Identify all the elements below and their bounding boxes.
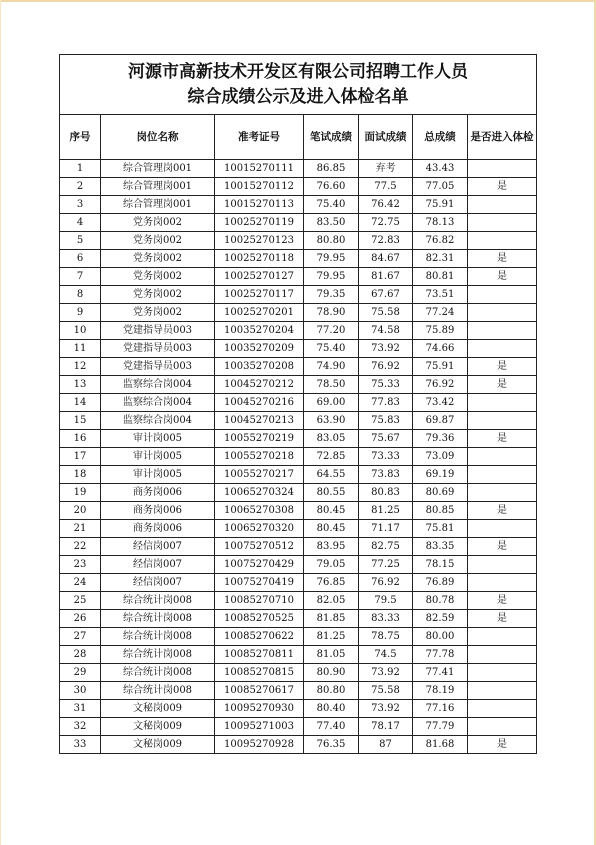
cell-interview-score: 76.92 <box>359 358 413 376</box>
cell-exam-id: 10045270213 <box>215 412 304 430</box>
cell-index: 32 <box>60 718 101 736</box>
header-index: 序号 <box>60 115 101 160</box>
cell-position: 监察综合岗004 <box>101 376 215 394</box>
cell-position: 综合管理岗001 <box>101 160 215 178</box>
table-row <box>60 430 537 448</box>
cell-written-score: 78.50 <box>304 376 359 394</box>
cell-total-score: 83.35 <box>413 538 468 556</box>
cell-interview-score: 78.17 <box>359 718 413 736</box>
cell-written-score: 76.85 <box>304 574 359 592</box>
cell-interview-score: 75.33 <box>359 376 413 394</box>
cell-written-score: 83.95 <box>304 538 359 556</box>
page-edge-top <box>0 0 596 2</box>
cell-position: 经信岗007 <box>101 574 215 592</box>
cell-exam-id: 10085270815 <box>215 664 304 682</box>
cell-position: 综合统计岗008 <box>101 610 215 628</box>
cell-interview-score: 71.17 <box>359 520 413 538</box>
cell-total-score: 80.78 <box>413 592 468 610</box>
cell-total-score: 77.16 <box>413 700 468 718</box>
cell-position: 党务岗002 <box>101 268 215 286</box>
cell-medical-check <box>468 448 537 466</box>
table-row <box>60 214 537 232</box>
cell-written-score: 76.35 <box>304 736 359 754</box>
cell-index: 27 <box>60 628 101 646</box>
cell-medical-check <box>468 160 537 178</box>
cell-index: 22 <box>60 538 101 556</box>
cell-medical-check <box>468 646 537 664</box>
cell-exam-id: 10085270811 <box>215 646 304 664</box>
cell-medical-check: 是 <box>468 178 537 196</box>
cell-exam-id: 10085270617 <box>215 682 304 700</box>
cell-total-score: 81.68 <box>413 736 468 754</box>
cell-index: 7 <box>60 268 101 286</box>
cell-exam-id: 10015270112 <box>215 178 304 196</box>
table-row <box>60 700 537 718</box>
cell-position: 文秘岗009 <box>101 736 215 754</box>
cell-written-score: 80.45 <box>304 502 359 520</box>
cell-total-score: 73.09 <box>413 448 468 466</box>
cell-medical-check: 是 <box>468 736 537 754</box>
cell-medical-check: 是 <box>468 268 537 286</box>
cell-interview-score: 77.83 <box>359 394 413 412</box>
cell-exam-id: 10055270217 <box>215 466 304 484</box>
cell-total-score: 77.78 <box>413 646 468 664</box>
title-row <box>60 55 537 115</box>
cell-exam-id: 10025270119 <box>215 214 304 232</box>
cell-interview-score: 79.5 <box>359 592 413 610</box>
cell-written-score: 80.45 <box>304 520 359 538</box>
cell-exam-id: 10085270622 <box>215 628 304 646</box>
cell-index: 9 <box>60 304 101 322</box>
table-row <box>60 484 537 502</box>
cell-total-score: 82.59 <box>413 610 468 628</box>
cell-index: 10 <box>60 322 101 340</box>
cell-interview-score: 82.75 <box>359 538 413 556</box>
cell-total-score: 75.81 <box>413 520 468 538</box>
cell-interview-score: 83.33 <box>359 610 413 628</box>
cell-written-score: 76.60 <box>304 178 359 196</box>
cell-interview-score: 75.83 <box>359 412 413 430</box>
table-row <box>60 574 537 592</box>
cell-position: 党务岗002 <box>101 286 215 304</box>
cell-position: 商务岗006 <box>101 520 215 538</box>
cell-position: 综合管理岗001 <box>101 196 215 214</box>
cell-exam-id: 10015270111 <box>215 160 304 178</box>
cell-index: 3 <box>60 196 101 214</box>
results-table <box>59 54 537 754</box>
cell-position: 综合统计岗008 <box>101 664 215 682</box>
cell-medical-check <box>468 520 537 538</box>
cell-interview-score: 73.92 <box>359 700 413 718</box>
cell-medical-check: 是 <box>468 430 537 448</box>
cell-exam-id: 10015270113 <box>215 196 304 214</box>
table-row <box>60 232 537 250</box>
cell-interview-score: 81.25 <box>359 502 413 520</box>
cell-index: 16 <box>60 430 101 448</box>
cell-written-score: 80.90 <box>304 664 359 682</box>
cell-interview-score: 73.33 <box>359 448 413 466</box>
cell-total-score: 69.87 <box>413 412 468 430</box>
cell-medical-check <box>468 232 537 250</box>
cell-written-score: 72.85 <box>304 448 359 466</box>
cell-index: 28 <box>60 646 101 664</box>
cell-written-score: 80.55 <box>304 484 359 502</box>
cell-total-score: 78.13 <box>413 214 468 232</box>
cell-exam-id: 10025270117 <box>215 286 304 304</box>
table-row <box>60 358 537 376</box>
page-title <box>60 55 537 115</box>
cell-medical-check <box>468 628 537 646</box>
table-row <box>60 304 537 322</box>
cell-total-score: 75.91 <box>413 196 468 214</box>
cell-exam-id: 10035270208 <box>215 358 304 376</box>
cell-medical-check <box>468 664 537 682</box>
cell-index: 13 <box>60 376 101 394</box>
table-row <box>60 178 537 196</box>
cell-medical-check <box>468 394 537 412</box>
cell-medical-check <box>468 484 537 502</box>
cell-index: 21 <box>60 520 101 538</box>
cell-interview-score: 75.58 <box>359 304 413 322</box>
cell-interview-score: 75.67 <box>359 430 413 448</box>
cell-position: 综合统计岗008 <box>101 646 215 664</box>
cell-total-score: 74.66 <box>413 340 468 358</box>
cell-total-score: 73.51 <box>413 286 468 304</box>
cell-medical-check: 是 <box>468 592 537 610</box>
header-medical-check: 是否进入体检 <box>468 115 537 160</box>
cell-interview-score: 77.5 <box>359 178 413 196</box>
table-row <box>60 628 537 646</box>
table-row <box>60 448 537 466</box>
cell-total-score: 82.31 <box>413 250 468 268</box>
cell-exam-id: 10025270127 <box>215 268 304 286</box>
table-row <box>60 394 537 412</box>
cell-index: 19 <box>60 484 101 502</box>
cell-interview-score: 74.5 <box>359 646 413 664</box>
cell-position: 监察综合岗004 <box>101 412 215 430</box>
header-position: 岗位名称 <box>101 115 215 160</box>
cell-written-score: 79.05 <box>304 556 359 574</box>
cell-medical-check <box>468 304 537 322</box>
cell-position: 文秘岗009 <box>101 718 215 736</box>
cell-medical-check <box>468 574 537 592</box>
cell-index: 29 <box>60 664 101 682</box>
cell-written-score: 78.90 <box>304 304 359 322</box>
cell-total-score: 76.92 <box>413 376 468 394</box>
cell-interview-score: 73.83 <box>359 466 413 484</box>
cell-medical-check: 是 <box>468 250 537 268</box>
cell-index: 26 <box>60 610 101 628</box>
cell-position: 党建指导员003 <box>101 358 215 376</box>
cell-index: 31 <box>60 700 101 718</box>
cell-total-score: 73.42 <box>413 394 468 412</box>
cell-exam-id: 10065270320 <box>215 520 304 538</box>
cell-interview-score: 75.58 <box>359 682 413 700</box>
cell-medical-check: 是 <box>468 538 537 556</box>
cell-interview-score: 77.25 <box>359 556 413 574</box>
cell-position: 经信岗007 <box>101 538 215 556</box>
cell-total-score: 77.79 <box>413 718 468 736</box>
cell-total-score: 75.89 <box>413 322 468 340</box>
table-row <box>60 646 537 664</box>
table-row <box>60 466 537 484</box>
table-body <box>60 160 537 754</box>
cell-interview-score: 76.42 <box>359 196 413 214</box>
cell-written-score: 77.20 <box>304 322 359 340</box>
cell-index: 14 <box>60 394 101 412</box>
cell-interview-score: 80.83 <box>359 484 413 502</box>
cell-index: 5 <box>60 232 101 250</box>
cell-position: 党务岗002 <box>101 304 215 322</box>
cell-written-score: 81.25 <box>304 628 359 646</box>
cell-written-score: 80.80 <box>304 682 359 700</box>
cell-index: 20 <box>60 502 101 520</box>
cell-index: 33 <box>60 736 101 754</box>
cell-index: 18 <box>60 466 101 484</box>
cell-exam-id: 10025270123 <box>215 232 304 250</box>
cell-index: 6 <box>60 250 101 268</box>
cell-position: 经信岗007 <box>101 556 215 574</box>
cell-index: 8 <box>60 286 101 304</box>
cell-exam-id: 10095270930 <box>215 700 304 718</box>
cell-position: 综合统计岗008 <box>101 682 215 700</box>
cell-index: 11 <box>60 340 101 358</box>
cell-exam-id: 10075270419 <box>215 574 304 592</box>
cell-total-score: 80.00 <box>413 628 468 646</box>
cell-total-score: 77.41 <box>413 664 468 682</box>
cell-index: 2 <box>60 178 101 196</box>
cell-exam-id: 10085270525 <box>215 610 304 628</box>
cell-position: 综合统计岗008 <box>101 592 215 610</box>
cell-position: 党建指导员003 <box>101 340 215 358</box>
cell-position: 党务岗002 <box>101 250 215 268</box>
table-row <box>60 250 537 268</box>
table-row <box>60 412 537 430</box>
cell-total-score: 75.91 <box>413 358 468 376</box>
cell-written-score: 69.00 <box>304 394 359 412</box>
page-edge-left <box>0 0 1 845</box>
cell-medical-check <box>468 556 537 574</box>
cell-exam-id: 10085270710 <box>215 592 304 610</box>
cell-medical-check: 是 <box>468 358 537 376</box>
cell-exam-id: 10095270928 <box>215 736 304 754</box>
cell-exam-id: 10075270429 <box>215 556 304 574</box>
cell-written-score: 83.05 <box>304 430 359 448</box>
cell-total-score: 80.81 <box>413 268 468 286</box>
cell-medical-check <box>468 340 537 358</box>
cell-position: 审计岗005 <box>101 430 215 448</box>
cell-exam-id: 10075270512 <box>215 538 304 556</box>
table-row <box>60 322 537 340</box>
cell-medical-check <box>468 322 537 340</box>
cell-written-score: 83.50 <box>304 214 359 232</box>
cell-exam-id: 10095271003 <box>215 718 304 736</box>
cell-index: 24 <box>60 574 101 592</box>
cell-written-score: 81.05 <box>304 646 359 664</box>
header-total-score: 总成绩 <box>413 115 468 160</box>
cell-position: 审计岗005 <box>101 448 215 466</box>
cell-index: 25 <box>60 592 101 610</box>
cell-position: 党务岗002 <box>101 214 215 232</box>
cell-index: 12 <box>60 358 101 376</box>
table-row <box>60 556 537 574</box>
cell-exam-id: 10055270218 <box>215 448 304 466</box>
cell-medical-check <box>468 412 537 430</box>
table-row <box>60 682 537 700</box>
cell-written-score: 79.95 <box>304 250 359 268</box>
cell-interview-score: 87 <box>359 736 413 754</box>
cell-total-score: 77.24 <box>413 304 468 322</box>
cell-index: 15 <box>60 412 101 430</box>
cell-total-score: 76.82 <box>413 232 468 250</box>
table-row <box>60 592 537 610</box>
table-row <box>60 340 537 358</box>
cell-medical-check <box>468 682 537 700</box>
header-row <box>60 115 537 160</box>
cell-written-score: 63.90 <box>304 412 359 430</box>
table-row <box>60 520 537 538</box>
header-exam-id: 准考证号 <box>215 115 304 160</box>
cell-total-score: 77.05 <box>413 178 468 196</box>
cell-medical-check <box>468 286 537 304</box>
cell-exam-id: 10025270201 <box>215 304 304 322</box>
cell-exam-id: 10035270204 <box>215 322 304 340</box>
cell-index: 1 <box>60 160 101 178</box>
cell-total-score: 76.89 <box>413 574 468 592</box>
cell-interview-score: 73.92 <box>359 340 413 358</box>
title-line-2: 综合成绩公示及进入体检名单 <box>187 86 409 107</box>
table-row <box>60 736 537 754</box>
cell-written-score: 82.05 <box>304 592 359 610</box>
cell-medical-check <box>468 700 537 718</box>
cell-written-score: 80.40 <box>304 700 359 718</box>
cell-interview-score: 67.67 <box>359 286 413 304</box>
table-row <box>60 286 537 304</box>
cell-interview-score: 弃考 <box>359 160 413 178</box>
cell-medical-check <box>468 196 537 214</box>
cell-medical-check <box>468 466 537 484</box>
cell-written-score: 79.35 <box>304 286 359 304</box>
table-row <box>60 610 537 628</box>
cell-exam-id: 10025270118 <box>215 250 304 268</box>
table-row <box>60 502 537 520</box>
table-row <box>60 376 537 394</box>
table-row <box>60 196 537 214</box>
cell-position: 文秘岗009 <box>101 700 215 718</box>
cell-position: 党建指导员003 <box>101 322 215 340</box>
cell-total-score: 78.15 <box>413 556 468 574</box>
cell-interview-score: 76.92 <box>359 574 413 592</box>
table-row <box>60 538 537 556</box>
cell-medical-check: 是 <box>468 502 537 520</box>
cell-exam-id: 10045270212 <box>215 376 304 394</box>
cell-interview-score: 73.92 <box>359 664 413 682</box>
cell-total-score: 79.36 <box>413 430 468 448</box>
cell-written-score: 75.40 <box>304 340 359 358</box>
cell-written-score: 81.85 <box>304 610 359 628</box>
table-row <box>60 718 537 736</box>
cell-total-score: 43.43 <box>413 160 468 178</box>
cell-interview-score: 78.75 <box>359 628 413 646</box>
cell-written-score: 79.95 <box>304 268 359 286</box>
cell-position: 商务岗006 <box>101 502 215 520</box>
cell-written-score: 77.40 <box>304 718 359 736</box>
cell-position: 审计岗005 <box>101 466 215 484</box>
cell-exam-id: 10065270308 <box>215 502 304 520</box>
table-row <box>60 664 537 682</box>
cell-total-score: 69.19 <box>413 466 468 484</box>
cell-total-score: 80.85 <box>413 502 468 520</box>
cell-interview-score: 72.83 <box>359 232 413 250</box>
cell-position: 综合管理岗001 <box>101 178 215 196</box>
cell-position: 党务岗002 <box>101 232 215 250</box>
cell-medical-check <box>468 214 537 232</box>
cell-interview-score: 81.67 <box>359 268 413 286</box>
cell-exam-id: 10065270324 <box>215 484 304 502</box>
table-row <box>60 268 537 286</box>
cell-total-score: 80.69 <box>413 484 468 502</box>
header-interview-score: 面试成绩 <box>359 115 413 160</box>
cell-medical-check: 是 <box>468 610 537 628</box>
cell-index: 23 <box>60 556 101 574</box>
cell-position: 综合统计岗008 <box>101 628 215 646</box>
cell-medical-check <box>468 718 537 736</box>
title-line-1: 河源市高新技术开发区有限公司招聘工作人员 <box>128 61 469 82</box>
cell-written-score: 86.85 <box>304 160 359 178</box>
cell-total-score: 78.19 <box>413 682 468 700</box>
cell-exam-id: 10055270219 <box>215 430 304 448</box>
cell-index: 30 <box>60 682 101 700</box>
cell-written-score: 74.90 <box>304 358 359 376</box>
table-row <box>60 160 537 178</box>
cell-position: 商务岗006 <box>101 484 215 502</box>
cell-interview-score: 84.67 <box>359 250 413 268</box>
cell-interview-score: 72.75 <box>359 214 413 232</box>
cell-position: 监察综合岗004 <box>101 394 215 412</box>
cell-index: 17 <box>60 448 101 466</box>
cell-index: 4 <box>60 214 101 232</box>
cell-exam-id: 10045270216 <box>215 394 304 412</box>
header-written-score: 笔试成绩 <box>304 115 359 160</box>
cell-written-score: 80.80 <box>304 232 359 250</box>
cell-interview-score: 74.58 <box>359 322 413 340</box>
cell-written-score: 64.55 <box>304 466 359 484</box>
cell-exam-id: 10035270209 <box>215 340 304 358</box>
cell-written-score: 75.40 <box>304 196 359 214</box>
cell-medical-check: 是 <box>468 376 537 394</box>
